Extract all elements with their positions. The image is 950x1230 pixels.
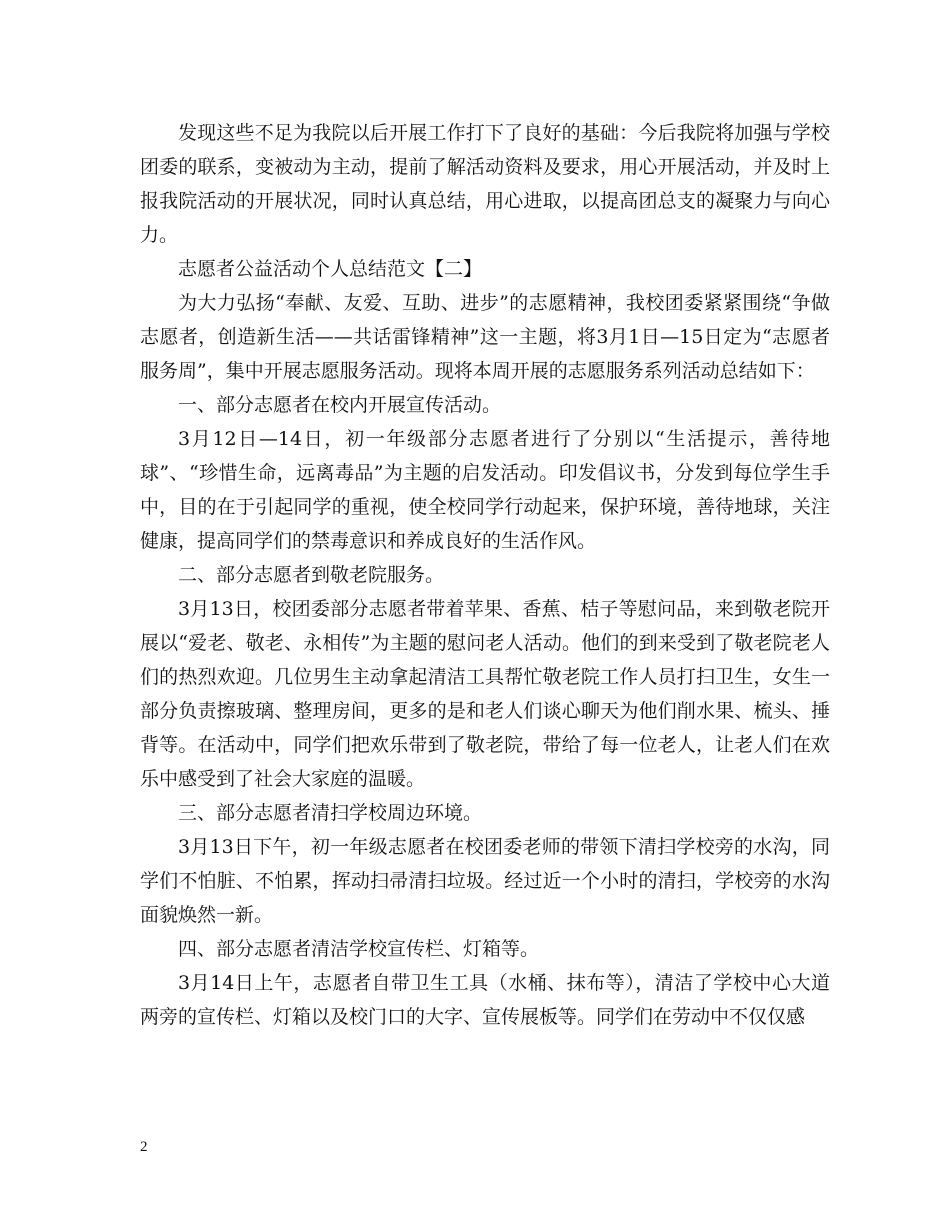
paragraph-publicity: 3月12日—14日，初一年级部分志愿者进行了分别以“生活提示，善待地球”、“珍惜生命，远离毒品”为主题的启发活动。印发倡议书，分发到每位学生手中，目的在于引起同学的重视，使全校同学行动起来，保护环境，善待地球，关注健康，提高同学们的禁毒意识和养成良好的生活作风。 [140, 428, 830, 552]
document-body [140, 116, 830, 1034]
page-number: 2 [140, 1139, 148, 1155]
subheading-1: 一、部分志愿者在校内开展宣传活动。 [178, 394, 502, 416]
paragraph-nursing-home: 3月13日，校团委部分志愿者带着苹果、香蕉、桔子等慰问品，来到敬老院开展以“爱老、敬老、永相传”为主题的慰问老人活动。他们的到来受到了敬老院老人们的热烈欢迎。几位男生主动拿起清洁工具帮忙敬老院工作人员打扫卫生，女生一部分负责擦玻璃、整理房间，更多的是和老人们谈心聊天为他们削水果、梳头、捶背等。在活动中，同学们把欢乐带到了敬老院，带给了每一位老人，让老人们在欢乐中感受到了社会大家庭的温暖。 [140, 598, 830, 790]
paragraph-1: 发现这些不足为我院以后开展工作打下了良好的基础：今后我院将加强与学校团委的联系，变被动为主动，提前了解活动资料及要求，用心开展活动，并及时上报我院活动的开展状况，同时认真总结，用心进取，以提高团总支的凝聚力与向心力。 [140, 122, 830, 246]
paragraph-billboards: 3月14日上午，志愿者自带卫生工具（水桶、抹布等），清洁了学校中心大道两旁的宣传栏、灯箱以及校门口的大字、宣传展板等。同学们在劳动中不仅仅感 [140, 972, 830, 1028]
subheading-2: 二、部分志愿者到敬老院服务。 [178, 564, 445, 586]
subheading-4: 四、部分志愿者清洁学校宣传栏、灯箱等。 [178, 938, 540, 960]
paragraph-cleaning: 3月13日下午，初一年级志愿者在校团委老师的带领下清扫学校旁的水沟，同学们不怕脏、不怕累，挥动扫帚清扫垃圾。经过近一个小时的清扫，学校旁的水沟面貌焕然一新。 [140, 836, 830, 926]
paragraph-intro: 为大力弘扬“奉献、友爱、互助、进步”的志愿精神，我校团委紧紧围绕“争做志愿者，创造新生活——共话雷锋精神”这一主题，将3月1日—15日定为“志愿者服务周”，集中开展志愿服务活动。现将本周开展的志愿服务系列活动总结如下： [140, 292, 830, 382]
section-heading-2: 志愿者公益活动个人总结范文【二】 [178, 258, 483, 280]
subheading-3: 三、部分志愿者清扫学校周边环境。 [178, 802, 483, 824]
